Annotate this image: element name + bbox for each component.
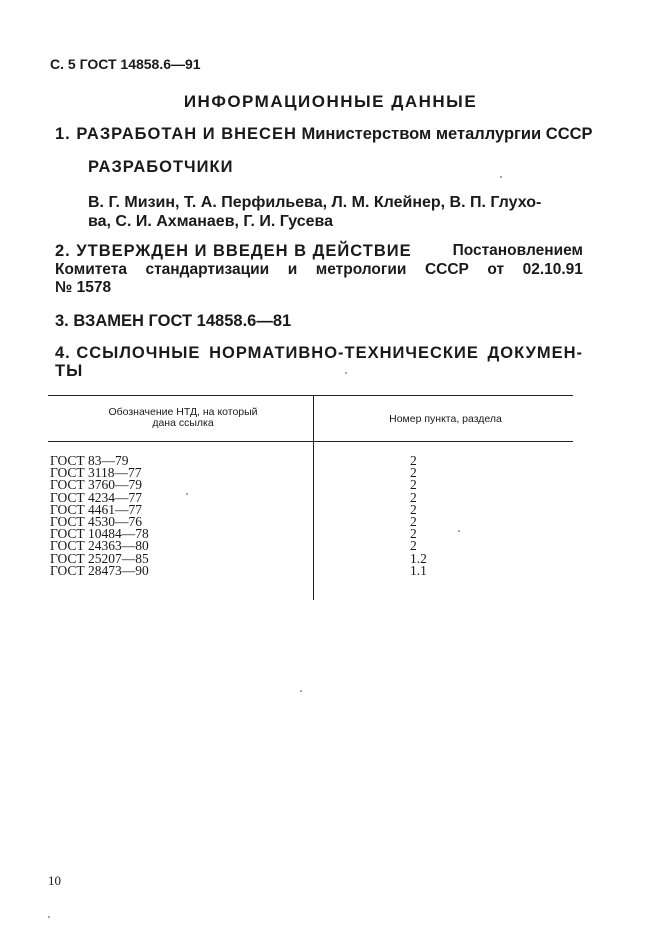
section-2-line-2: [55, 261, 583, 279]
section-4: [55, 344, 583, 380]
column-header-document: [58, 407, 308, 429]
section-2: [55, 242, 583, 297]
section-1: [55, 125, 593, 144]
authors-line-1: В. Г. Мизин, Т. А. Перфильева, Л. М. Клейнер, В. П. Глухо-: [88, 194, 542, 211]
page-number: 10: [48, 873, 61, 888]
page-title: ИНФОРМАЦИОННЫЕ ДАННЫЕ: [183, 92, 478, 111]
column-header-document-line-2: дана ссылка: [152, 417, 214, 429]
table-row-clause: 2: [410, 465, 417, 481]
section-4-line-2: ТЫ: [55, 362, 84, 380]
scan-speck: [458, 530, 460, 532]
section-4-word: НОРМАТИВНО-ТЕХНИЧЕСКИЕ: [209, 344, 479, 362]
section-1-heading: 1. РАЗРАБОТАН И ВНЕСЕН: [55, 125, 297, 143]
table-row-clause: 2: [410, 514, 417, 530]
table-top-rule: [48, 395, 573, 396]
section-2-word: и: [287, 261, 298, 278]
page-header: С. 5 ГОСТ 14858.6—91: [50, 56, 201, 72]
table-row-document: ГОСТ 83—79: [50, 453, 129, 468]
table-row-clause: 2: [410, 477, 417, 493]
table-row-clause: 2: [410, 526, 417, 542]
authors-line-2: ва, С. И. Ахманаев, Г. И. Гусева: [88, 213, 334, 230]
table-row-clause: 1.2: [410, 550, 427, 566]
section-2-word: метрологии: [315, 261, 407, 278]
table-row-document: ГОСТ 28473—90: [50, 562, 149, 578]
section-2-word: 02.10.91: [522, 261, 583, 278]
scan-speck: [48, 916, 50, 918]
table-row-document: ГОСТ 4530—76: [50, 514, 143, 530]
reference-table: [48, 395, 573, 600]
developers-heading: РАЗРАБОТЧИКИ: [88, 158, 234, 176]
section-3: [55, 312, 291, 331]
table-row-clause: 1.1: [410, 562, 427, 578]
section-1-text: Министерством металлургии СССР: [301, 125, 593, 143]
section-4-word: ДОКУМЕН-: [487, 344, 583, 362]
section-2-decree-number: № 1578: [55, 279, 112, 296]
table-row-clause: 2: [410, 453, 417, 468]
section-2-word: от: [487, 261, 505, 278]
section-4-word: 4. ССЫЛОЧНЫЕ: [55, 344, 201, 362]
table-row-document: ГОСТ 4461—77: [50, 501, 143, 517]
section-4-line-1: [55, 344, 583, 363]
table-row-document: ГОСТ 24363—80: [50, 538, 149, 554]
column-header-clause: Номер пункта, раздела: [389, 413, 502, 425]
section-2-line-3: [55, 279, 583, 297]
table-column-divider: [313, 395, 314, 600]
column-header-document-line-1: Обозначение НТД, на который: [108, 406, 258, 418]
authors-list: [88, 193, 578, 231]
section-2-word: Комитета: [55, 261, 127, 278]
document-list: [50, 455, 149, 577]
table-row-document: ГОСТ 4234—77: [50, 489, 143, 505]
table-header-rule: [48, 441, 573, 442]
section-2-line-1: [55, 242, 583, 261]
scan-speck: [186, 493, 188, 495]
scan-speck: [300, 690, 302, 692]
scan-speck: [500, 176, 502, 178]
table-row-clause: 2: [410, 538, 417, 554]
table-row-document: ГОСТ 3118—77: [50, 465, 142, 481]
section-2-text-1: Постановлением: [452, 242, 583, 259]
table-row-clause: 2: [410, 489, 417, 505]
section-2-heading: 2. УТВЕРЖДЕН И ВВЕДЕН В ДЕЙСТВИЕ: [55, 242, 412, 260]
section-2-word: СССР: [424, 261, 469, 278]
scan-speck: [345, 372, 347, 374]
table-row-document: ГОСТ 25207—85: [50, 550, 149, 566]
section-3-heading: 3. ВЗАМЕН ГОСТ 14858.6—81: [55, 312, 292, 330]
section-2-word: стандартизации: [145, 261, 270, 278]
table-row-document: ГОСТ 10484—78: [50, 526, 149, 542]
table-row-clause: 2: [410, 501, 417, 517]
table-row-document: ГОСТ 3760—79: [50, 477, 143, 493]
clause-list: [410, 455, 427, 577]
